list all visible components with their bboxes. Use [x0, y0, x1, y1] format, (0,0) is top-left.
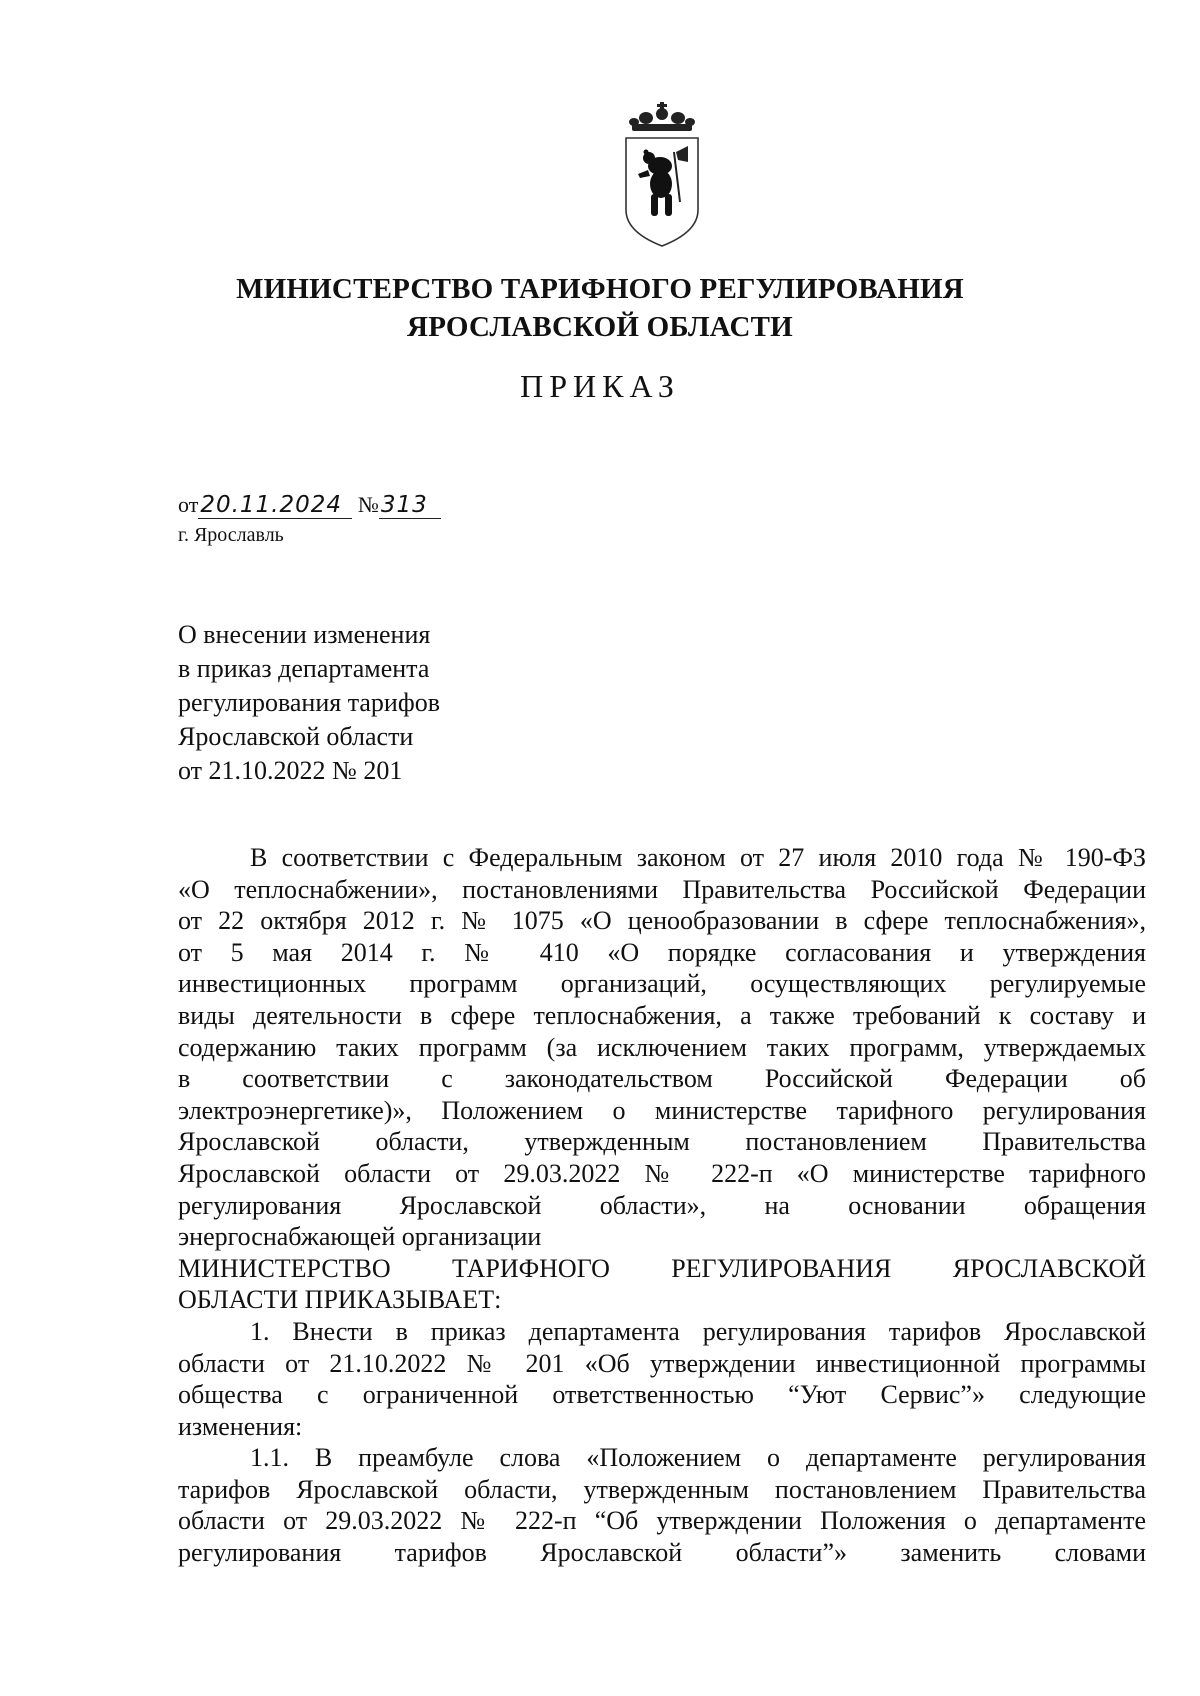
body-line: ОБЛАСТИ ПРИКАЗЫВАЕТ:: [178, 1285, 502, 1315]
body-line: В соответствии с Федеральным законом от 27 июля 2010 года № 190-ФЗ: [250, 843, 1146, 872]
body-line: изменения:: [178, 1411, 303, 1441]
handwritten-date: 20.11.2024: [198, 492, 352, 519]
body-line: регулирования тарифов Ярославской области”» заменить словами: [178, 1538, 1146, 1568]
handwritten-number: 313: [379, 492, 441, 519]
body-line: области от 21.10.2022 № 201 «Об утверждении инвестиционной программы: [178, 1348, 1146, 1378]
subject-line: О внесении изменения: [178, 620, 431, 649]
body-line: 1. Внести в приказ департамента регулирования тарифов Ярославской: [250, 1316, 1146, 1346]
body-line: общества с ограниченной ответственностью “Уют Сервис”» следующие: [178, 1380, 1146, 1410]
date-number-line: [178, 490, 441, 520]
subject-line: в приказ департамента: [178, 654, 430, 683]
body-line: от 5 мая 2014 г. № 410 «О порядке согласования и утверждения: [178, 937, 1146, 967]
body-line: Ярославской области от 29.03.2022 № 222-п «О министерстве тарифного: [178, 1158, 1146, 1188]
city: г. Ярославль: [178, 524, 284, 546]
body-line: энергоснабжающей организации: [178, 1222, 542, 1252]
subject-line: Ярославской области: [178, 722, 414, 751]
body-line: электроэнергетике)», Положением о министерстве тарифного регулирования: [178, 1095, 1146, 1125]
body-line: тарифов Ярославской области, утвержденным постановлением Правительства: [178, 1474, 1146, 1504]
body-line: инвестиционных программ организаций, осуществляющих регулируемые: [178, 969, 1146, 999]
order-subject: [178, 618, 440, 788]
order-body: [178, 842, 1146, 1569]
coat-of-arms-emblem: [616, 100, 708, 248]
subject-line: регулирования тарифов: [178, 688, 440, 717]
order-title: ПРИКАЗ: [520, 368, 680, 404]
body-line: 1.1. В преамбуле слова «Положением о департаменте регулирования: [250, 1443, 1146, 1473]
ministry-title-line2: ЯРОСЛАВСКОЙ ОБЛАСТИ: [407, 311, 793, 343]
number-prefix: №: [357, 492, 379, 517]
subject-line: от 21.10.2022 № 201: [178, 756, 403, 785]
ministry-title-line1: МИНИСТЕРСТВО ТАРИФНОГО РЕГУЛИРОВАНИЯ: [236, 273, 964, 305]
body-line: «О теплоснабжении», постановлениями Правительства Российской Федерации: [178, 874, 1146, 904]
ministry-title: [0, 270, 1200, 346]
body-line: в соответствии с законодательством Российской Федерации об: [178, 1064, 1146, 1094]
date-prefix: от: [178, 492, 199, 517]
body-line: области от 29.03.2022 № 222-п “Об утверждении Положения о департаменте: [178, 1506, 1146, 1536]
body-line: содержанию таких программ (за исключением таких программ, утверждаемых: [178, 1032, 1146, 1062]
body-line: МИНИСТЕРСТВО ТАРИФНОГО РЕГУЛИРОВАНИЯ ЯРОСЛАВСКОЙ: [178, 1253, 1146, 1283]
body-line: регулирования Ярославской области», на основании обращения: [178, 1190, 1146, 1220]
body-line: Ярославской области, утвержденным постановлением Правительства: [178, 1127, 1146, 1157]
body-line: виды деятельности в сфере теплоснабжения, а также требований к составу и: [178, 1000, 1146, 1030]
body-line: от 22 октября 2012 г. № 1075 «О ценообразовании в сфере теплоснабжения»,: [178, 906, 1146, 936]
